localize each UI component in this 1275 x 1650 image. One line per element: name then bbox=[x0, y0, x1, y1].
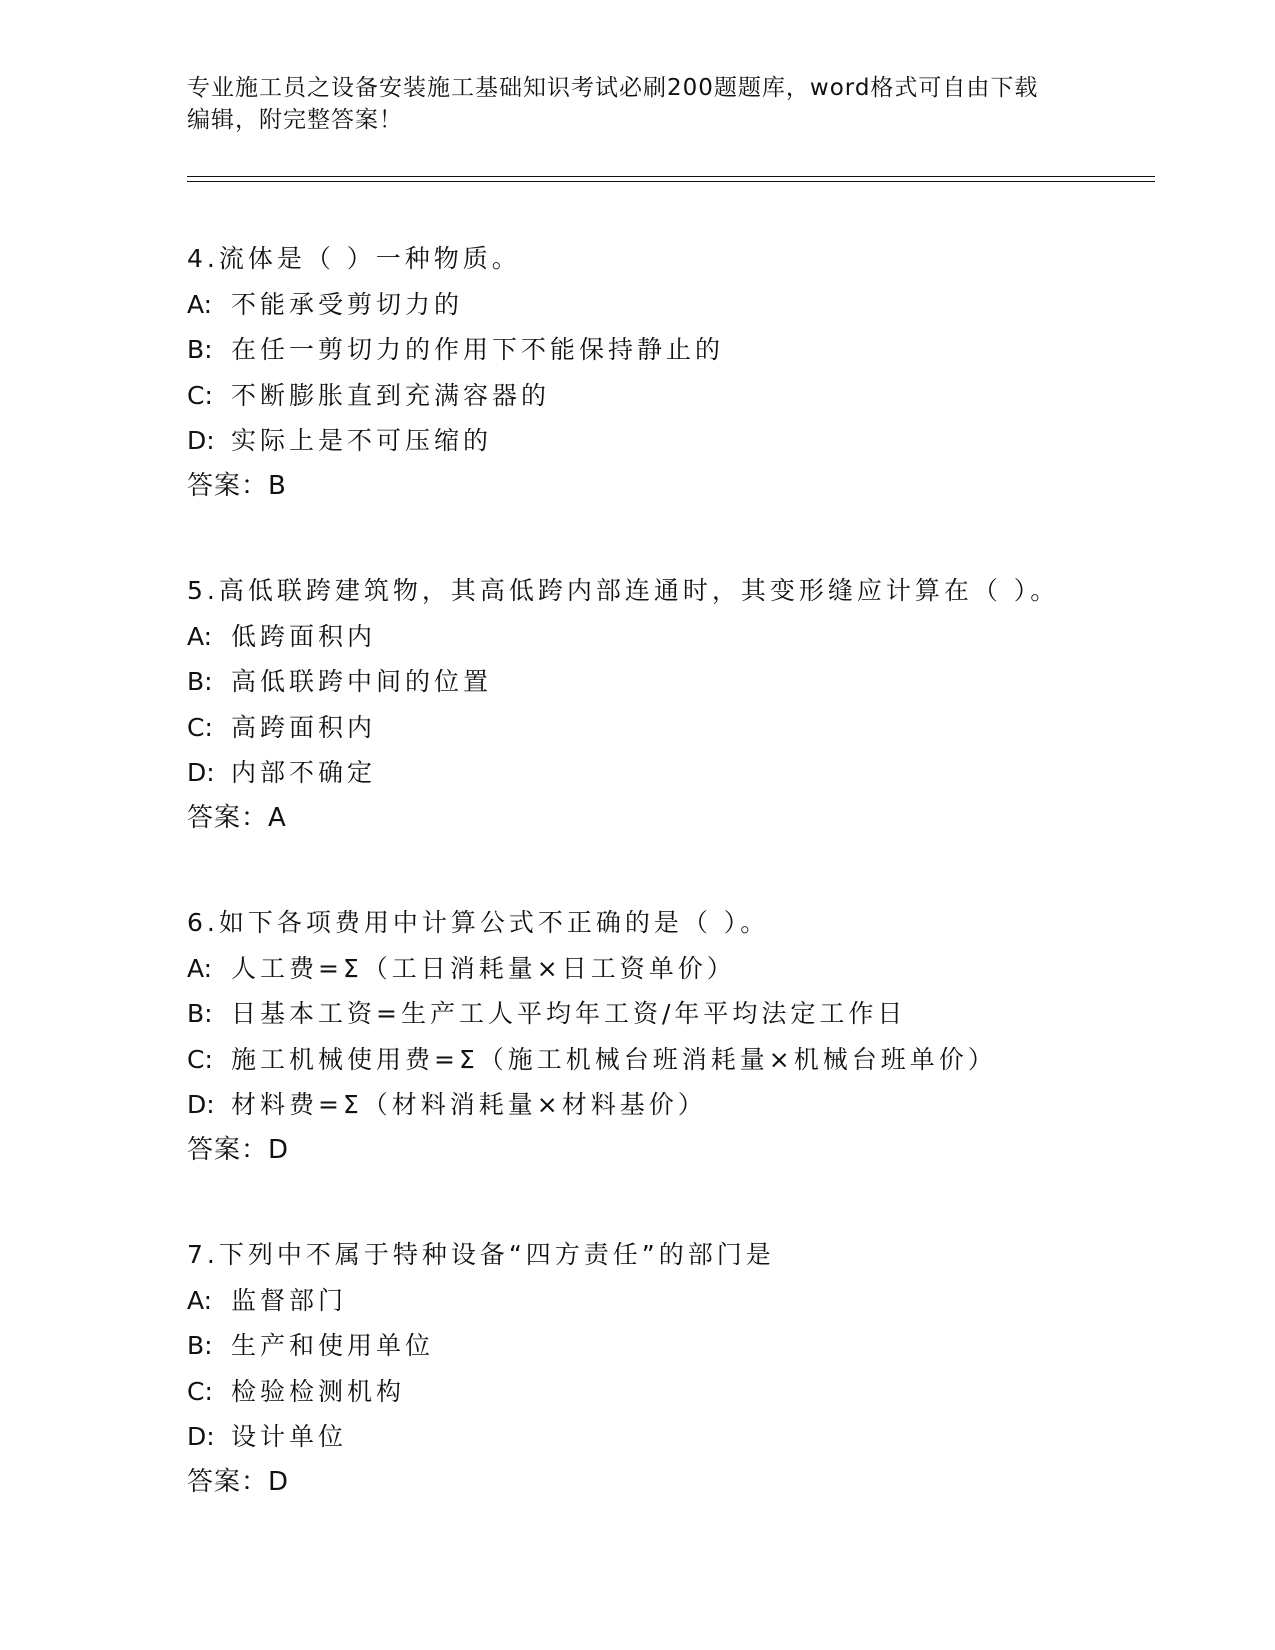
option-text: 高跨面积内 bbox=[231, 712, 377, 742]
option-label: D: bbox=[187, 1422, 215, 1451]
option-text: 低跨面积内 bbox=[231, 621, 377, 651]
option-b bbox=[187, 1323, 1187, 1369]
option-label: B: bbox=[187, 999, 213, 1028]
answer-line: 答案：D bbox=[187, 1466, 290, 1497]
option-b bbox=[187, 991, 1187, 1037]
option-text: 监督部门 bbox=[231, 1285, 348, 1315]
option-label: A: bbox=[187, 953, 213, 983]
question-stem: 5.高低联跨建筑物，其高低跨内部连通时，其变形缝应计算在（ ）。 bbox=[187, 576, 1060, 605]
option-label: B: bbox=[187, 667, 213, 696]
option-b bbox=[187, 327, 1187, 373]
option-label: A: bbox=[187, 289, 213, 319]
option-c bbox=[187, 1037, 1187, 1083]
option-text: 材料费=Σ（材料消耗量×材料基价） bbox=[231, 1090, 707, 1119]
question-stem: 6.如下各项费用中计算公式不正确的是（ ）。 bbox=[187, 908, 770, 937]
answer-line: 答案：A bbox=[187, 802, 287, 833]
question-5 bbox=[187, 568, 1187, 841]
option-label: D: bbox=[187, 1090, 215, 1119]
option-text: 不断膨胀直到充满容器的 bbox=[231, 380, 551, 410]
option-text: 检验检测机构 bbox=[231, 1376, 406, 1406]
option-label: D: bbox=[187, 758, 215, 787]
document-header bbox=[187, 72, 1087, 136]
option-b bbox=[187, 659, 1187, 705]
option-label: C: bbox=[187, 1376, 213, 1406]
option-text: 生产和使用单位 bbox=[231, 1331, 435, 1360]
header-title-line-2: 编辑，附完整答案！ bbox=[187, 107, 403, 133]
option-d bbox=[187, 750, 1187, 796]
option-text: 高低联跨中间的位置 bbox=[231, 667, 493, 696]
option-label: A: bbox=[187, 1285, 213, 1315]
option-text: 施工机械使用费=Σ（施工机械台班消耗量×机械台班单价） bbox=[231, 1044, 997, 1074]
option-a bbox=[187, 282, 1187, 328]
question-list bbox=[187, 236, 1187, 1564]
question-6 bbox=[187, 900, 1187, 1173]
question-stem: 7.下列中不属于特种设备“四方责任”的部门是 bbox=[187, 1240, 775, 1269]
answer-line: 答案：B bbox=[187, 470, 287, 501]
option-a bbox=[187, 614, 1187, 660]
option-text: 不能承受剪切力的 bbox=[231, 289, 464, 319]
option-text: 在任一剪切力的作用下不能保持静止的 bbox=[231, 335, 725, 364]
option-a bbox=[187, 1278, 1187, 1324]
header-title-line-1: 专业施工员之设备安装施工基础知识考试必刷200题题库，word格式可自由下载 bbox=[187, 75, 1039, 101]
header-divider-bottom bbox=[187, 181, 1155, 182]
option-text: 内部不确定 bbox=[231, 758, 377, 787]
option-label: B: bbox=[187, 335, 213, 364]
option-text: 设计单位 bbox=[231, 1422, 348, 1451]
option-d bbox=[187, 1414, 1187, 1460]
option-d bbox=[187, 418, 1187, 464]
question-7 bbox=[187, 1232, 1187, 1505]
option-c bbox=[187, 373, 1187, 419]
header-divider-top bbox=[187, 176, 1155, 177]
option-label: C: bbox=[187, 1044, 213, 1074]
option-label: C: bbox=[187, 712, 213, 742]
question-stem: 4.流体是（ ）一种物质。 bbox=[187, 244, 521, 273]
answer-line: 答案：D bbox=[187, 1134, 290, 1165]
option-label: D: bbox=[187, 426, 215, 455]
option-label: A: bbox=[187, 621, 213, 651]
option-c bbox=[187, 705, 1187, 751]
question-4 bbox=[187, 236, 1187, 509]
option-text: 人工费=Σ（工日消耗量×日工资单价） bbox=[231, 953, 736, 983]
option-text: 实际上是不可压缩的 bbox=[231, 426, 493, 455]
option-c bbox=[187, 1369, 1187, 1415]
option-label: C: bbox=[187, 380, 213, 410]
option-text: 日基本工资=生产工人平均年工资/年平均法定工作日 bbox=[231, 999, 907, 1028]
option-a bbox=[187, 946, 1187, 992]
option-label: B: bbox=[187, 1331, 213, 1360]
option-d bbox=[187, 1082, 1187, 1128]
